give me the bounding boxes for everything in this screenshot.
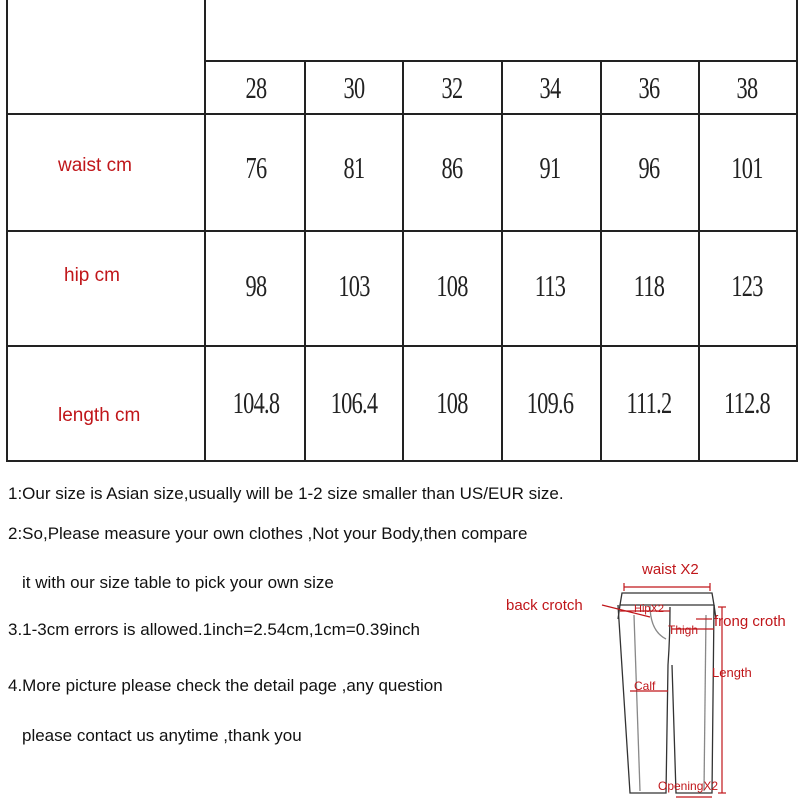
table-column-divider [304, 60, 306, 460]
note-line: 1:Our size is Asian size,usually will be 1-2 size smaller than US/EUR size. [8, 484, 564, 503]
label-back-crotch: back crotch [506, 597, 583, 614]
label-thigh: Thigh [668, 623, 699, 637]
size-header-cell: 28 [245, 70, 267, 105]
table-cell: 104.8 [232, 385, 280, 420]
table-column-divider [501, 60, 503, 460]
label-front-crotch: frong croth [714, 613, 786, 630]
table-row-divider [8, 113, 796, 115]
row-label-hip: hip cm [64, 265, 120, 286]
pants-outline-icon [500, 555, 800, 800]
row-label-length: length cm [58, 405, 141, 426]
size-table [6, 0, 798, 462]
size-header-cell: 38 [736, 70, 758, 105]
table-cell: 108 [436, 268, 468, 303]
table-cell: 98 [245, 268, 267, 303]
table-column-divider [600, 60, 602, 460]
table-cell: 108 [436, 385, 468, 420]
label-hip: HipX2 [634, 603, 664, 615]
note-line: please contact us anytime ,thank you [22, 726, 302, 745]
note-line: it with our size table to pick your own size [22, 573, 334, 592]
table-row-divider [8, 230, 796, 232]
table-cell: 103 [338, 268, 370, 303]
table-cell: 91 [539, 150, 561, 185]
label-length: Length [712, 665, 752, 680]
note-line: 2:So,Please measure your own clothes ,Not your Body,then compare [8, 524, 528, 543]
table-row-divider [204, 60, 796, 62]
label-waist: waist X2 [642, 561, 699, 578]
table-cell: 123 [731, 268, 763, 303]
note-line: 3.1-3cm errors is allowed.1inch=2.54cm,1cm=0.39inch [8, 620, 420, 639]
row-label-waist: waist cm [58, 155, 132, 176]
table-cell: 118 [633, 268, 665, 303]
table-cell: 96 [638, 150, 660, 185]
pants-measurement-diagram [500, 555, 800, 800]
table-cell: 113 [534, 268, 566, 303]
table-cell: 106.4 [330, 385, 378, 420]
size-header-cell: 30 [343, 70, 365, 105]
size-header-cell: 36 [638, 70, 660, 105]
table-cell: 81 [343, 150, 365, 185]
table-cell: 109.6 [526, 385, 574, 420]
size-header-cell: 34 [539, 70, 561, 105]
table-row-divider [8, 345, 796, 347]
table-cell: 112.8 [724, 385, 770, 420]
size-header-cell: 32 [441, 70, 463, 105]
table-cell: 101 [731, 150, 763, 185]
table-cell: 111.2 [626, 385, 672, 420]
label-opening: OpeningX2 [658, 779, 719, 793]
table-column-divider [698, 60, 700, 460]
table-cell: 76 [245, 150, 267, 185]
note-line: 4.More picture please check the detail page ,any question [8, 676, 443, 695]
table-column-divider [402, 60, 404, 460]
label-calf: Calf [634, 679, 656, 693]
table-cell: 86 [441, 150, 463, 185]
